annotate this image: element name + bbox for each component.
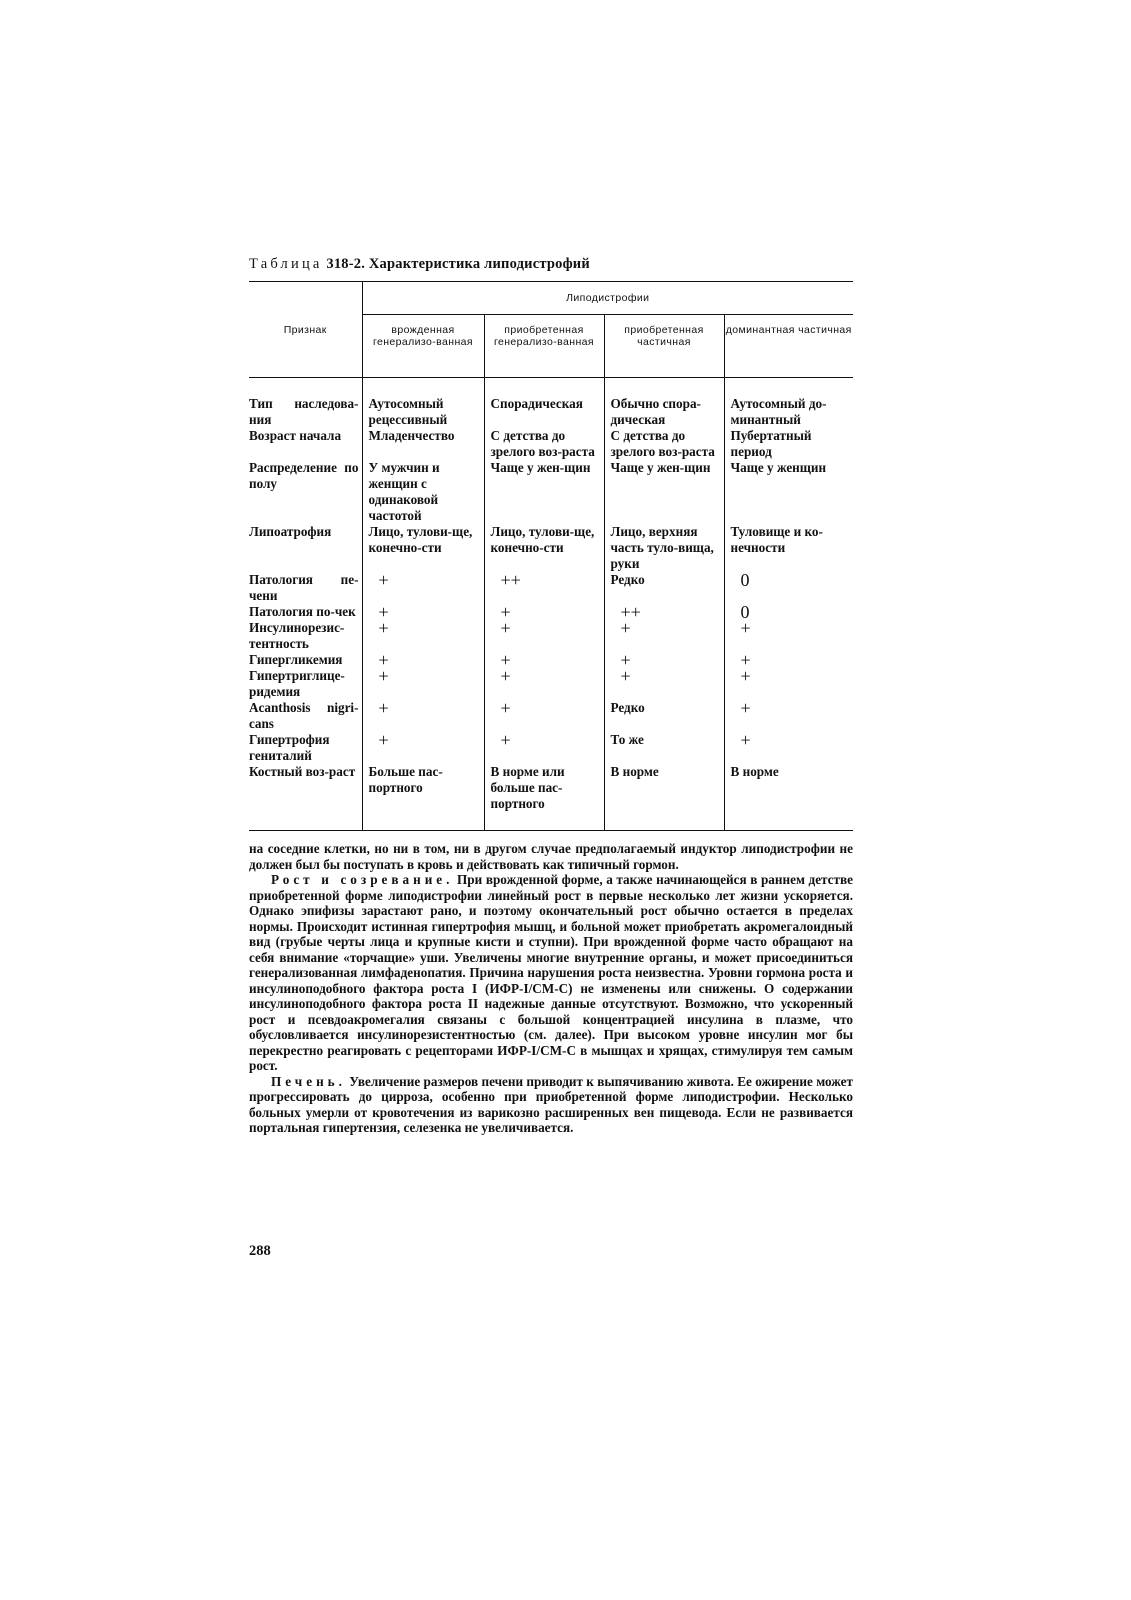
row-cell: + (362, 652, 484, 668)
lipodystrophy-table (249, 281, 853, 830)
row-cell: Туловище и ко-нечности (730, 524, 823, 555)
row-cell: + (484, 700, 604, 732)
row-cell: + (362, 700, 484, 732)
row-cell: Пубертатный период (730, 428, 812, 459)
row-cell: Чаще у жен-щин (484, 460, 604, 524)
row-cell: + (740, 666, 751, 686)
row-cell: Аутосомный до-минантный (724, 378, 853, 429)
row-feature: Гипертрофия гениталий (249, 732, 362, 764)
row-feature: Костный воз-раст (249, 764, 362, 830)
row-cell: Редко (604, 572, 724, 604)
paragraph-3 (249, 1074, 853, 1136)
row-cell: + (740, 618, 751, 638)
row-cell: То же (604, 732, 724, 764)
row-cell: Младенчество (362, 428, 484, 460)
row-cell: С детства до зрелого воз-раста (484, 428, 604, 460)
row-cell: В норме (730, 764, 779, 779)
table-row (249, 652, 853, 668)
header-sub-2: приобретенная генерализо-ванная (484, 315, 604, 378)
row-cell: Лицо, тулови-ще, конечно-сти (484, 524, 604, 572)
row-cell: + (740, 650, 751, 670)
table-row (249, 524, 853, 572)
row-cell: Аутосомный рецессивный (362, 378, 484, 429)
row-cell: У мужчин и женщин с одинаковой частотой (362, 460, 484, 524)
row-feature: Патология по-чек (249, 604, 362, 620)
row-cell: Спорадическая (484, 378, 604, 429)
table-row (249, 428, 853, 460)
table-row (249, 764, 853, 830)
row-feature: Распределение по полу (249, 460, 362, 524)
row-cell: + (740, 698, 751, 718)
row-feature: Гипертриглице-ридемия (249, 668, 362, 700)
caption-label: Таблица (249, 256, 323, 272)
table-bottom-rule (249, 830, 853, 831)
row-feature: Гипергликемия (249, 652, 362, 668)
row-cell: Лицо, верхняя часть туло-вища, руки (604, 524, 724, 572)
body-text (249, 841, 853, 1136)
table-row (249, 620, 853, 652)
table-row (249, 732, 853, 764)
header-sub-1: врожденная генерализо-ванная (362, 315, 484, 378)
row-cell: + (484, 732, 604, 764)
row-cell: + (604, 668, 724, 700)
table-caption (249, 256, 860, 273)
table-row (249, 378, 853, 429)
row-cell: + (604, 652, 724, 668)
header-sub-3: приобретенная частичная (604, 315, 724, 378)
row-feature: Липоатрофия (249, 524, 362, 572)
row-cell: + (484, 652, 604, 668)
header-group: Липодистрофии (362, 282, 853, 315)
row-cell: В норме или больше пас-портного (484, 764, 604, 830)
caption-title: Характеристика липодистрофий (368, 256, 590, 272)
paragraph-2-lead: Рост и созревание. (271, 872, 454, 887)
row-cell: Редко (604, 700, 724, 732)
paragraph-3-lead: Печень. (271, 1073, 346, 1089)
row-cell: + (740, 730, 751, 750)
row-cell: Чаще у женщин (730, 460, 827, 475)
row-cell: С детства до зрелого воз-раста (604, 428, 724, 460)
row-cell: В норме (604, 764, 724, 830)
row-cell: Чаще у жен-щин (604, 460, 724, 524)
page-number: 288 (249, 1243, 271, 1259)
table-row (249, 604, 853, 620)
row-cell: 0 (740, 570, 750, 590)
row-cell: + (362, 604, 484, 620)
table-row (249, 572, 853, 604)
row-cell: 0 (740, 602, 750, 622)
row-cell: + (362, 572, 484, 604)
row-cell: Больше пас-портного (362, 764, 484, 830)
row-cell: ++ (484, 572, 604, 604)
row-cell: + (362, 668, 484, 700)
caption-number: 318-2. (326, 256, 366, 272)
header-feature: Признак (249, 282, 362, 378)
row-cell: Обычно спора-дическая (604, 378, 724, 429)
paragraph-3-text: Увеличение размеров печени приводит к выпячиванию живота. Ее ожирение может прогрессировать до цирроза, особенно при приобретенной форме липодистрофии. Несколько больных умерли от кровотечения из варикозно расширенных вен пищевода. Если не развивается портальная гипертензия, селезенка не увеличивается. (249, 1073, 853, 1135)
row-cell: + (484, 668, 604, 700)
row-feature: Тип наследова-ния (249, 378, 362, 429)
paragraph-2-text: При врожденной форме, а также начинающейся в раннем детстве приобретенной форме липодистрофии линейный рост в первые несколько лет жизни ускоряется. Однако эпифизы зарастают рано, и поэтому окончательный рост обычно остается в пределах нормы. Происходит истинная гипертрофия мышц, и больной может приобретать акромегалоидный вид (грубые черты лица и крупные кисти и ступни). При врожденной форме часто обращают на себя внимание «торчащие» уши. Увеличены многие внутренние органы, и может присоединиться генерализованная лимфаденопатия. Причина нарушения роста неизвестна. Уровни гормона роста и инсулиноподобного фактора роста I (ИФР-I/СМ-С) не изменены или снижены. О содержании инсулиноподобного фактора роста II надежные данные отсутствуют. Возможно, что ускоренный рост и псевдоакромегалия связаны с большой концентрацией инсулина в плазме, что обусловливается инсулинорезистентностью (см. далее). При высоком уровне инсулин мог бы перекрестно реагировать с рецепторами ИФР-I/СМ-С в мышцах и хрящах, стимулируя тем самым рост. (249, 872, 853, 1073)
row-cell: + (362, 732, 484, 764)
table-row (249, 700, 853, 732)
paragraph-2 (249, 872, 853, 1074)
table-row (249, 460, 853, 524)
row-feature: Патология пе-чени (249, 572, 362, 604)
row-feature: Возраст начала (249, 428, 362, 460)
row-feature: Acanthosis nigri-cans (249, 700, 362, 732)
paragraph-1: на соседние клетки, но ни в том, ни в другом случае предполагаемый индуктор липодистрофии не должен был бы поступать в кровь и действовать как типичный гормон. (249, 841, 853, 872)
row-cell: + (484, 620, 604, 652)
row-cell: Лицо, тулови-ще, конечно-сти (362, 524, 484, 572)
row-cell: ++ (604, 604, 724, 620)
page-content (249, 256, 860, 1136)
row-cell: + (484, 604, 604, 620)
row-cell: + (604, 620, 724, 652)
header-sub-4: доминантная частичная (725, 324, 852, 336)
row-feature: Инсулинорезис-тентность (249, 620, 362, 652)
row-cell: + (362, 620, 484, 652)
table-row (249, 668, 853, 700)
